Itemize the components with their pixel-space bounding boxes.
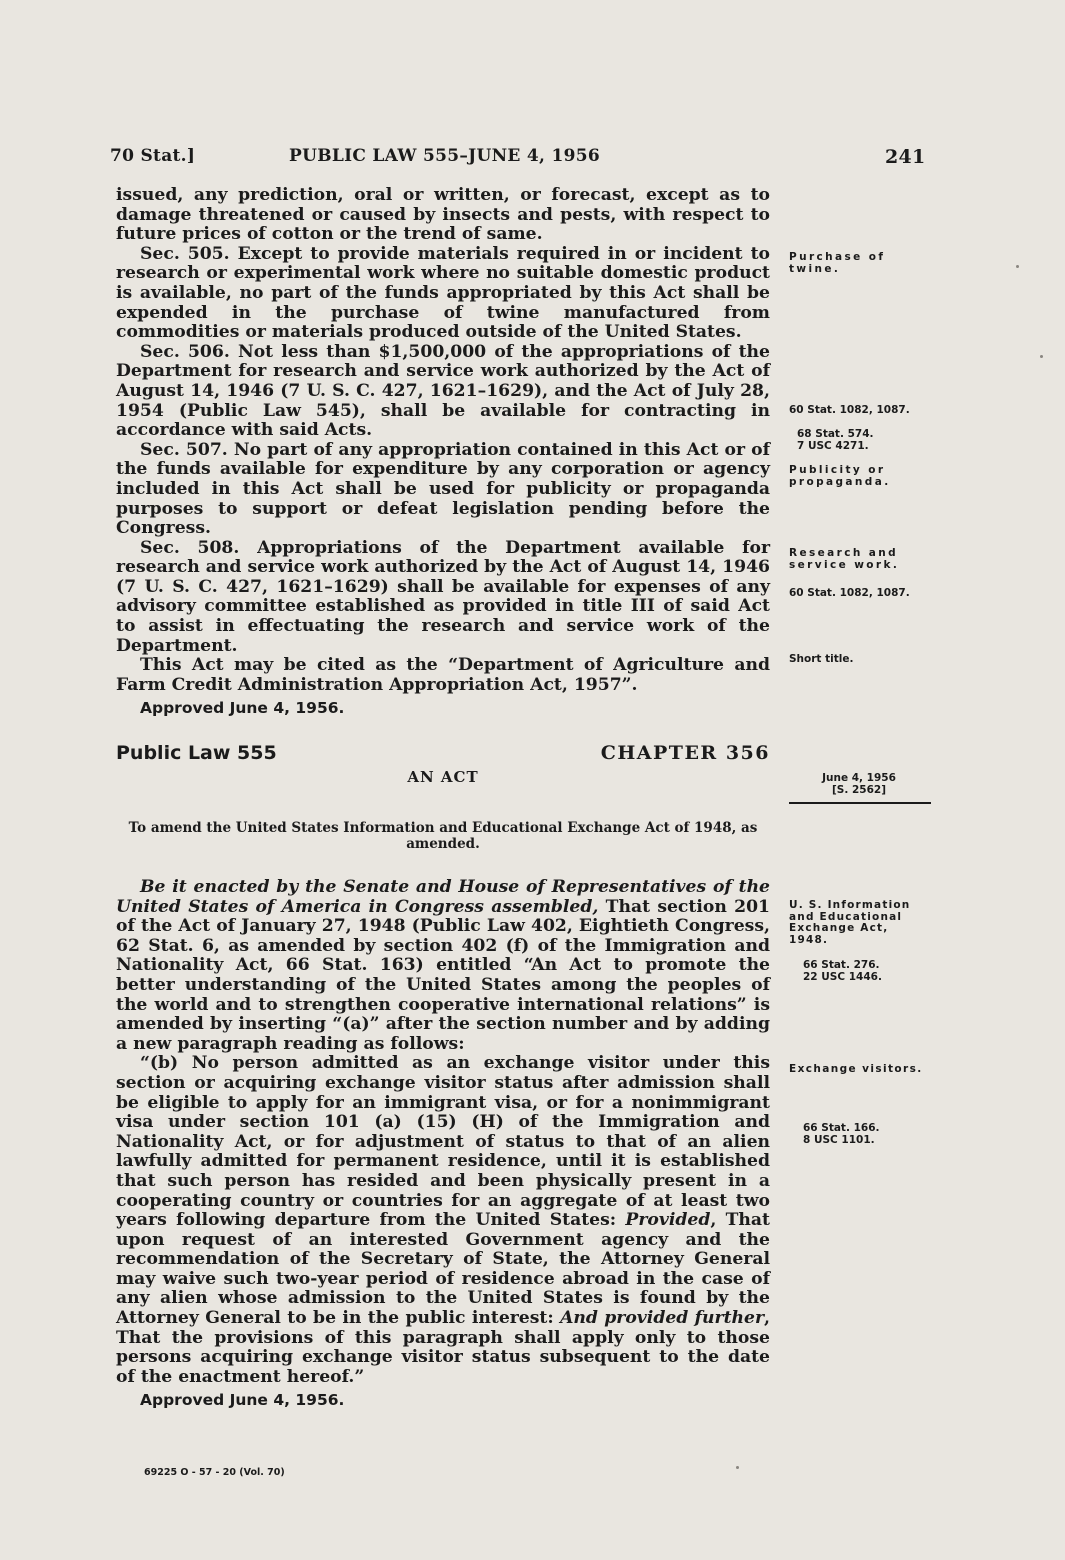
- margin-note-short-title: Short title.: [789, 653, 854, 665]
- provided-term: Provided: [625, 1210, 711, 1231]
- print-code: 69225 O - 57 - 20 (Vol. 70): [144, 1467, 285, 1478]
- page-number: 241: [885, 146, 926, 168]
- margin-note-exchange-visitors: Exchange visitors.: [789, 1063, 923, 1075]
- act-purpose: To amend the United States Information and Educational Exchange Act of 1948, as amended.: [128, 820, 758, 852]
- enacting-clause: [116, 878, 770, 1054]
- section-507: Sec. 507. No part of any appropriation contained in this Act or of the funds available for expenditure by any corporation or agency included in this Act shall be used for publicity or propaganda purposes to support or defeat legislation pending before the Congress.: [116, 439, 770, 539]
- paragraph-b-text3: , That the provisions of this paragraph shall apply only to those persons acquiring exchange visitor status subsequent to the date of the enactment hereof.”: [116, 1308, 770, 1387]
- running-title: PUBLIC LAW 555–JUNE 4, 1956: [289, 146, 600, 166]
- margin-note-twine: Purchase of twine.: [789, 251, 886, 275]
- body-text-part1: [116, 186, 770, 719]
- approval-line-2: Approved June 4, 1956.: [140, 1391, 345, 1410]
- enacting-formula: Be it enacted by the Senate and House of Representatives of the United States of America in Congress assembled,: [116, 877, 770, 917]
- chapter-number: CHAPTER 356: [600, 742, 770, 764]
- paragraph-continuation: issued, any prediction, oral or written, or forecast, except as to damage threatened or caused by insects and pests, with respect to future prices of cotton or the trend of same.: [116, 185, 770, 245]
- margin-note-usc-1446: 22 USC 1446.: [803, 971, 882, 983]
- paragraph-b-text1: “(b) No person admitted as an exchange visitor under this section or acquiring exchange visitor status after admission shall be eligible to apply for an immigrant visa, or for a nonimmigrant visa under section 101 (a) (15) (H) of the Immigration and Nationality Act, or for adjustment of status to that of an alien lawfully admitted for permanent residence, until it is established that such person has resided and been physically present in a cooperating country or countries for an aggregate of at least two years following departure from the United States:: [116, 1053, 770, 1231]
- section-506: Sec. 506. Not less than $1,500,000 of the appropriations of the Department for research and service work authorized by the Act of August 14, 1946 (7 U. S. C. 427, 1621–1629), and the Act of July 28, 1954 (Public Law 545), shall be available for contracting in accordance with said Acts.: [116, 341, 770, 441]
- approval-line: Approved June 4, 1956.: [140, 699, 345, 718]
- margin-note-usc-1101: 8 USC 1101.: [803, 1134, 875, 1146]
- margin-note-date: June 4, 1956: [822, 772, 896, 784]
- and-provided-further-term: And provided further: [560, 1308, 765, 1329]
- scan-speck: [1016, 265, 1019, 268]
- public-law-number: Public Law 555: [116, 742, 277, 764]
- margin-rule: [789, 802, 931, 804]
- margin-note-stat-276: 66 Stat. 276.: [803, 959, 880, 971]
- margin-note-publicity: Publicity or propaganda.: [789, 464, 891, 488]
- margin-note-stat-166: 66 Stat. 166.: [803, 1122, 880, 1134]
- section-505: Sec. 505. Except to provide materials required in or incident to research or experimental work where no suitable domestic product is available, no part of the funds appropriated by this Act shall be expended in the purchase of twine manufactured from commodities or materials produced outside of the United States.: [116, 243, 770, 343]
- section-508: Sec. 508. Appropriations of the Department available for research and service work authorized by the Act of August 14, 1946 (7 U. S. C. 427, 1621–1629) shall be available for expenses of any advisory committee established as provided in title III of said Act to assist in effectuating the research and service work of the Department.: [116, 537, 770, 656]
- margin-note-date-bill: [789, 773, 929, 796]
- margin-note-research: Research and service work.: [789, 547, 900, 571]
- margin-note-bill: [S. 2562]: [831, 783, 887, 796]
- paragraph-b: [116, 1054, 770, 1387]
- margin-note-us-info-act: U. S. Information and Educational Exchange Act, 1948.: [789, 899, 911, 946]
- body-text-part2: [116, 878, 770, 1411]
- margin-note-stat-574: 68 Stat. 574.: [797, 428, 874, 440]
- margin-note-stat-1082: 60 Stat. 1082, 1087.: [789, 404, 910, 416]
- short-title-paragraph: This Act may be cited as the “Department of Agriculture and Farm Credit Administration Appropriation Act, 1957”.: [116, 655, 770, 695]
- law-heading: [116, 742, 770, 768]
- volume-reference: 70 Stat.]: [110, 146, 196, 166]
- scan-speck: [736, 1466, 739, 1469]
- scan-speck: [1040, 355, 1043, 358]
- paragraph-b-text2: , That upon request of an interested Government agency and the recommendation of the Secretary of State, the Attorney General may waive such two-year period of residence abroad in the case of any alien whose admission to the United States is found by the Attorney General to be in the public interest:: [116, 1210, 770, 1329]
- margin-note-usc-4271: 7 USC 4271.: [797, 440, 869, 452]
- an-act-heading: AN ACT: [407, 768, 479, 786]
- enacting-text: That section 201 of the Act of January 27, 1948 (Public Law 402, Eightieth Congress, 62 Stat. 6, as amended by section 402 (f) of the Immigration and Nationality Act, 66 Stat. 163) entitled “An Act to promote the better understanding of the United States among the peoples of the world and to strengthen cooperative international relations” is amended by inserting “(a)” after the section number and by adding a new paragraph reading as follows:: [116, 896, 770, 1054]
- margin-note-stat-1082-b: 60 Stat. 1082, 1087.: [789, 587, 910, 599]
